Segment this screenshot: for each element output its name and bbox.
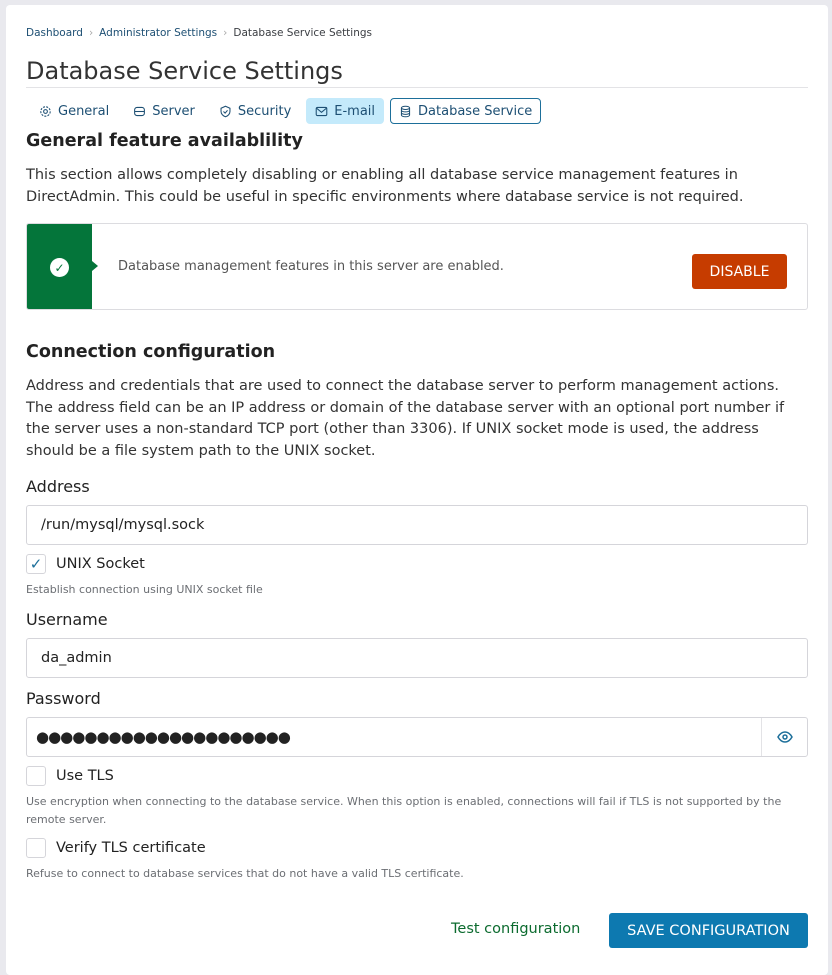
settings-card <box>6 5 828 975</box>
username-label: Username <box>26 610 108 629</box>
eye-icon <box>777 731 793 743</box>
status-bar <box>27 224 92 309</box>
divider <box>26 87 808 88</box>
verify-tls-label: Verify TLS certificate <box>56 840 206 856</box>
server-icon <box>133 105 146 118</box>
username-input[interactable] <box>26 638 808 678</box>
password-label: Password <box>26 689 101 708</box>
general-description: This section allows completely disabling or enabling all database service management features in DirectAdmin. This could be useful in specific environments where database service is not required. <box>26 167 744 205</box>
connection-heading: Connection configuration <box>26 342 276 362</box>
tab-label: Security <box>237 103 292 119</box>
breadcrumb-dashboard[interactable]: Dashboard <box>26 27 83 39</box>
show-password-button[interactable] <box>761 718 807 756</box>
tab-label: Database Service <box>418 103 533 119</box>
breadcrumb <box>26 27 372 39</box>
verify-tls-hint: Refuse to connect to database services that do not have a valid TLS certificate. <box>26 867 464 880</box>
checkmark-icon: ✓ <box>26 554 46 574</box>
tab-label: General <box>58 103 110 119</box>
unix-socket-hint: Establish connection using UNIX socket file <box>26 583 263 596</box>
chevron-right-icon: › <box>223 27 228 39</box>
connection-description: Address and credentials that are used to connect the database server to perform management actions. The address field can be an IP address or domain of the database server with an optional port number if the server uses a non-standard TCP port (other than 3306). If UNIX socket mode is used, the address should be a file system path to the UNIX socket. <box>26 378 785 459</box>
address-value: /run/mysql/mysql.sock <box>41 517 205 533</box>
unix-socket-label: UNIX Socket <box>56 556 145 572</box>
breadcrumb-current: Database Service Settings <box>233 27 373 39</box>
username-value: da_admin <box>41 650 112 666</box>
tab-email[interactable] <box>306 98 384 124</box>
checkbox-box <box>26 766 46 786</box>
tab-bar <box>30 98 541 124</box>
shield-icon <box>219 105 232 118</box>
address-label: Address <box>26 477 90 496</box>
status-message: Database management features in this server are enabled. <box>118 259 504 274</box>
verify-tls-checkbox[interactable] <box>26 838 206 858</box>
tab-label: E-mail <box>334 103 376 119</box>
checkbox-box <box>26 838 46 858</box>
save-configuration-button[interactable]: SAVE CONFIGURATION <box>609 913 808 948</box>
tab-server[interactable] <box>124 98 204 124</box>
gear-icon <box>39 105 52 118</box>
breadcrumb-admin-settings[interactable]: Administrator Settings <box>99 27 218 39</box>
general-heading: General feature availablility <box>26 131 303 151</box>
address-input[interactable] <box>26 505 808 545</box>
use-tls-label: Use TLS <box>56 768 114 784</box>
disable-button[interactable]: DISABLE <box>692 254 787 289</box>
tab-label: Server <box>152 103 195 119</box>
tab-database-service[interactable] <box>390 98 541 124</box>
tab-general[interactable] <box>30 98 118 124</box>
password-value: ●●●●●●●●●●●●●●●●●●●●● <box>36 728 290 746</box>
status-notice <box>26 223 808 310</box>
unix-socket-checkbox[interactable] <box>26 554 145 574</box>
database-icon <box>399 105 412 118</box>
tab-security[interactable] <box>210 98 300 124</box>
mail-icon <box>315 105 328 118</box>
password-input[interactable] <box>26 717 808 757</box>
use-tls-checkbox[interactable] <box>26 766 114 786</box>
use-tls-hint: Use encryption when connecting to the database service. When this option is enabled, connections will fail if TLS is not supported by the remote server. <box>26 795 782 826</box>
check-circle-icon: ✓ <box>50 258 69 277</box>
chevron-right-icon: › <box>88 27 94 39</box>
page-title: Database Service Settings <box>26 57 343 85</box>
test-configuration-link[interactable]: Test configuration <box>451 921 581 937</box>
